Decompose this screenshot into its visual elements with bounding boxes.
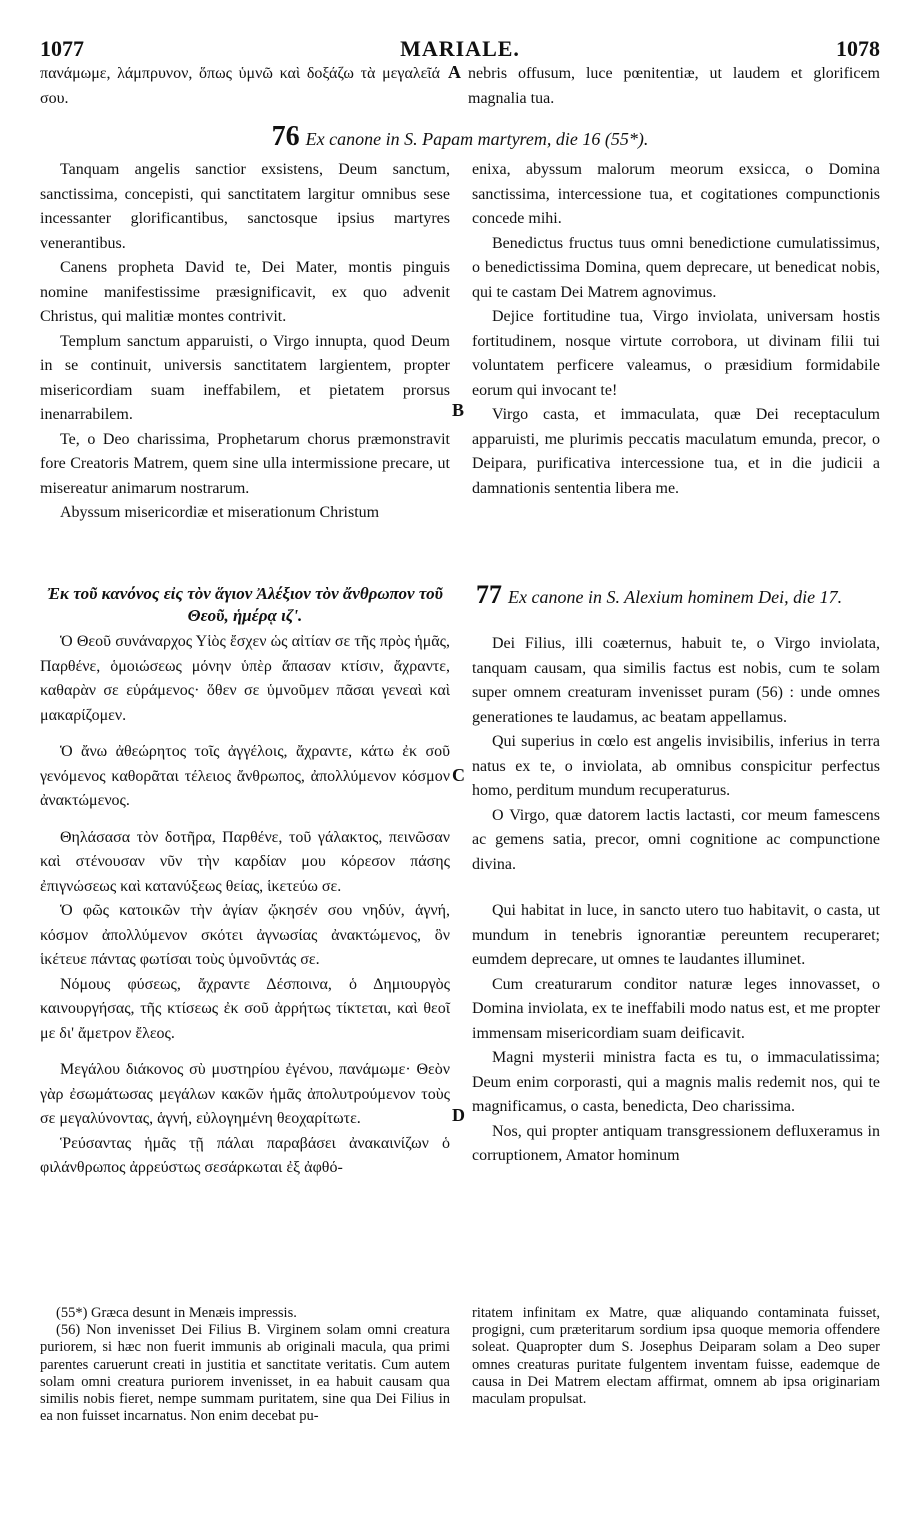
running-title: MARIALE. xyxy=(400,36,520,61)
right-latin-paragraph: Virgo casta, et immaculata, quæ Dei receptaculum apparuisti, me plurimis peccatis maculatum emunda, precor, o Deipara, purificativa intercessione tua, et in die judicii a damnationis sententia libera me. xyxy=(472,406,880,497)
footnote-56-continued: ritatem infinitam ex Matre, quæ aliquando contaminata fuisset, progigni, cum præteritarum sordium ipsa quoque memoria offendere soleat. Quapropter dum S. Josephus Deiparam solam a Deo super omnes creaturas puritate fulgentem inventam fuisse, eademque de causa in Dei Matrem electam affirmat, omnem ab ipsa originariam maculam propulsat. xyxy=(472,1305,880,1408)
right-latin-paragraph: Nos, qui propter antiquam transgressionem defluxeramus in corruptionem, Amator hominum xyxy=(472,1122,880,1164)
right-latin-paragraph: Qui habitat in luce, in sancto utero tuo habitavit, o casta, ut mundum in tenebris ignorantiæ pereuntem recuperaret; eumdem deprecare, ut omnes te laudantes illuminet. xyxy=(472,902,880,968)
footnotes-left xyxy=(40,1305,450,1425)
running-header xyxy=(40,36,880,60)
margin-letter-b: B xyxy=(452,400,465,420)
right-latin-paragraph: enixa, abyssum malorum meorum exsicca, o Domina sanctissima, intercessione tua, et cogitationes compunctionis concede mihi. xyxy=(472,161,880,227)
footnotes-right xyxy=(472,1305,880,1408)
right-latin-column-77 xyxy=(472,632,880,1169)
greek-paragraph: Θηλάσασα τὸν δοτῆρα, Παρθένε, τοῦ γάλακτος, πεινῶσαν καὶ στένουσαν νῦν τὴν καρδίαν μου κόρεσον πάσης ἐπιγνώσεως καὶ κατανύξεως θείας, ἱκετεύω σε. xyxy=(40,828,450,895)
right-latin-column-76 xyxy=(472,158,880,501)
section-77-title: Ex canone in S. Alexium hominem Dei, die 17. xyxy=(508,587,843,607)
greek-paragraph: Ὁ Θεοῦ συνάναρχος Υἱὸς ἔσχεν ὡς αἰτίαν σε τῆς πρὸς ἡμᾶς, Παρθένε, ὁμοιώσεως μόνην ὑπὲρ ἅπασαν κτίσιν, ἄχραντε, καθαρὰν σε εὑράμενος· ὅθεν σε ὑμνοῦμεν πᾶσαι γενεαὶ καὶ μακαρίζομεν. xyxy=(40,633,450,724)
left-latin-paragraph: Tanquam angelis sanctior exsistens, Deum sanctum, sanctissima, concepisti, qui sanctitatem largitur omnibus sese incessanter glorificantibus, sanctosque ipsius martyres venerantibus. xyxy=(40,161,450,252)
page-number-right: 1078 xyxy=(836,36,880,61)
top-left-greek: πανάμωμε, λάμπρυνον, ὅπως ὑμνῶ καὶ δοξάζω τὰ μεγαλεῖά σου. xyxy=(40,65,440,107)
greek-paragraph: Ὁ φῶς κατοικῶν τὴν ἁγίαν ᾤκησέν σου νηδύν, ἁγνή, κόσμον ἀπολλύμενον σκότει ἀγνωσίας ἀνακτώμενος, ὃν ἱκέτευε πάντας φωτίσαι τοὺς ὑμνοῦντάς σε. xyxy=(40,902,450,968)
greek-section-heading: Ἐκ τοῦ κανόνος εἰς τὸν ἅγιον Ἀλέξιον τὸν ἄνθρωπον τοῦ Θεοῦ, ἡμέρᾳ ιζ'. xyxy=(47,584,443,625)
section-76-title: Ex canone in S. Papam martyrem, die 16 (55*). xyxy=(305,129,649,149)
right-latin-paragraph: Cum creaturarum conditor naturæ leges innovasset, o Domina inviolata, ex te ineffabili modo natus est, et me propter immensam misericordiam suam deificavit. xyxy=(472,975,880,1042)
section-77-heading xyxy=(476,580,880,610)
left-latin-paragraph: Te, o Deo charissima, Prophetarum chorus præmonstravit fore Creatoris Matrem, quem sine ulla intermissione precare, ut misereatur animarum nostrarum. xyxy=(40,430,450,497)
margin-letter-a: A xyxy=(448,62,461,82)
left-latin-paragraph: Abyssum misericordiæ et miserationum Christum xyxy=(60,504,380,521)
right-latin-paragraph: Benedictus fructus tuus omni benedictione cumulatissimus, o benedictissima Domina, quem deprecare, ut benedicat nobis, qui te castam Dei Matrem agnovimus. xyxy=(472,234,880,301)
page-number-left: 1077 xyxy=(40,36,84,61)
left-latin-paragraph: Templum sanctum apparuisti, o Virgo innupta, quod Deum in se continuit, universis sanctitatem largientem, propter misericordiam suam ineffabilem, et pietatem prorsus inenarrabilem. xyxy=(40,332,450,423)
greek-paragraph: Μεγάλου διάκονος σὺ μυστηρίου ἐγένου, πανάμωμε· Θεὸν γὰρ ἐσωμάτωσας μεγάλων κακῶν ἡμᾶς ἀπολυτρούμενον τοὺς σε μεγαλύνοντας, ἁγνή, εὐλογημένη θεοχαρίτωτε. xyxy=(40,1061,450,1127)
greek-paragraph: Ὁ ἄνω ἀθεώρητος τοῖς ἀγγέλοις, ἄχραντε, κάτω ἐκ σοῦ γενόμενος καθορᾶται τέλειος ἄνθρωπος, ἀπολλύμενον κόσμον ἀνακτώμενος. xyxy=(40,743,450,809)
greek-paragraph: Ῥεύσαντας ἡμᾶς τῇ πάλαι παραβάσει ἀνακαινίζων ὁ φιλάνθρωπος ἀρρεύστως σεσάρκωται ἐξ ἀφθό- xyxy=(40,1134,450,1176)
footnote-55: (55*) Græca desunt in Menæis impressis. xyxy=(56,1305,297,1321)
section-76-number: 76 xyxy=(271,121,300,152)
right-latin-paragraph: O Virgo, quæ datorem lactis lactasti, cor meum famescens ac gemens satia, precor, omni cognitione ac compunctione divina. xyxy=(472,806,880,873)
right-latin-paragraph: Dejice fortitudine tua, Virgo inviolata, universam hostis fortitudinem, nosque virtute corrobora, ut divinam filii tui voluntatem perficere valeamus, o præsidium formidabile eorum qui invocant te! xyxy=(472,308,880,399)
section-77-number: 77 xyxy=(476,580,502,609)
left-latin-paragraph: Canens propheta David te, Dei Mater, montis pinguis nomine manifestissime præsignificavit, ex quo advenit Christus, qui malitiæ montes contrivit. xyxy=(40,259,450,325)
section-76-heading xyxy=(40,121,880,153)
greek-paragraph: Νόμους φύσεως, ἄχραντε Δέσποινα, ὁ Δημιουργὸς καινουργήσας, τῆς κτίσεως ἐκ σοῦ ἀρρήτως τίκτεται, καὶ θεοῖ με δι' ἄμετρον ἔλεος. xyxy=(40,975,450,1042)
right-latin-paragraph: Qui superius in cœlo est angelis invisibilis, inferius in terra natus ex te, o inviolata, ab omnibus conspicitur perfectus homo, perditum mundum recuperaturus. xyxy=(472,733,880,799)
footnote-56: (56) Non invenisset Dei Filius B. Virginem solam omni creatura puriorem, si hæc non fuerit immunis ab originali macula, qua primi parentes caruerunt creati in justitia et sanctitate veritatis. Cum autem solam omni creatura puriorem invenisset, in ea habuit causam qua similis nobis fieret, nempe summam puritatem, sine qua Dei Filius in ea non fuisset incarnatus. Non enim decebat pu- xyxy=(40,1322,450,1425)
margin-letter-c: C xyxy=(452,765,465,785)
top-right-latin: nebris offusum, luce pœnitentiæ, ut laudem et glorificem magnalia tua. xyxy=(468,65,880,107)
left-greek-column xyxy=(40,630,450,1181)
right-latin-paragraph: Dei Filius, illi coæternus, habuit te, o Virgo inviolata, tanquam causam, qua similis factus est nobis, cum te solam super omnem creaturam invenisset puram (56) : unde omnes generationes te laudamus, ac beatam appellamus. xyxy=(472,635,880,726)
right-latin-paragraph: Magni mysterii ministra facta es tu, o immaculatissima; Deum enim corporasti, qui a magnis malis redemit nos, qui te magnificamus, o casta, benedicta, Deo charissima. xyxy=(472,1049,880,1115)
margin-letter-d: D xyxy=(452,1105,465,1125)
left-latin-column xyxy=(40,158,450,526)
